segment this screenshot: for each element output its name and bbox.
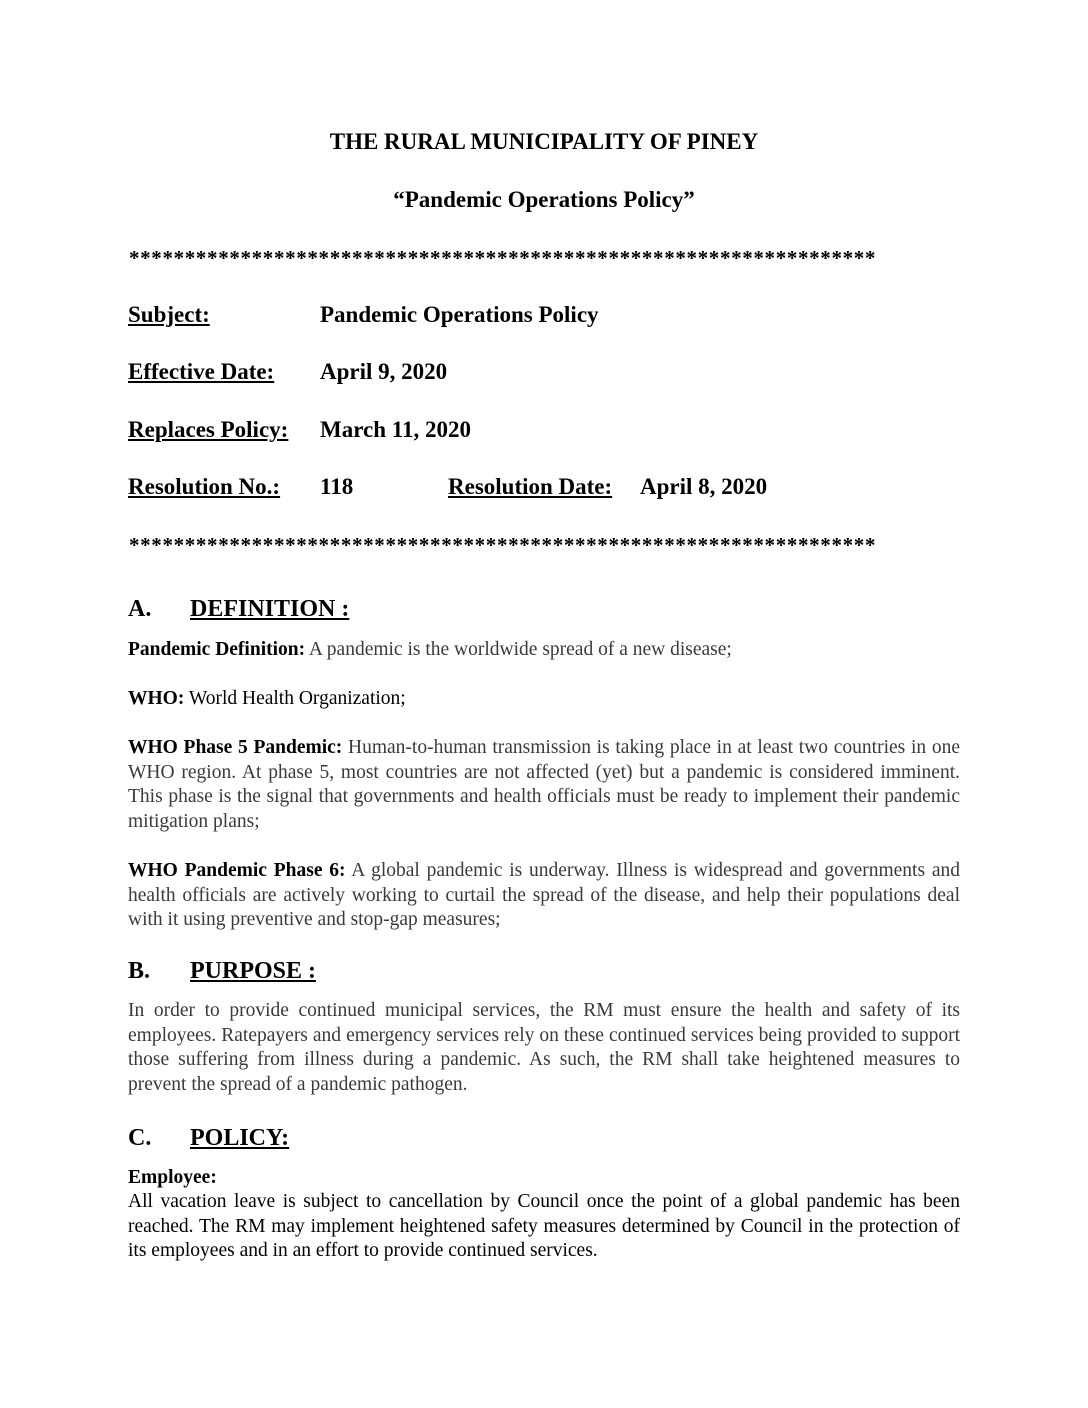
employee-para: All vacation leave is subject to cancellation by Council once the point of a global pandemic has been reached. The RM may implement heightened safety measures determined by Council in the protection of its employees and in an effort to provide continued services. — [128, 1191, 960, 1261]
who-definition-para — [128, 687, 960, 712]
employee-subheading: Employee: — [128, 1167, 217, 1188]
who-term: WHO: — [128, 688, 185, 709]
replaces-policy-label: Replaces Policy: — [128, 417, 289, 442]
divider-top: ******************************************************************* — [129, 246, 877, 270]
resolution-no-value: 118 — [320, 474, 354, 499]
section-c-title: POLICY: — [190, 1125, 290, 1151]
phase6-term: WHO Pandemic Phase 6: — [128, 860, 346, 881]
who-text: World Health Organization; — [184, 688, 406, 709]
replaces-policy-value: March 11, 2020 — [320, 417, 471, 442]
purpose-para: In order to provide continued municipal services, the RM must ensure the health and safety of its employees. Ratepayers and emergency services rely on these continued services being provided to support those suffering from illness during a pandemic. As such, the RM shall take heightened measures to prevent the spread of a pandemic pathogen. — [128, 1000, 960, 1095]
phase5-term: WHO Phase 5 Pandemic: — [128, 737, 343, 758]
section-b-heading — [128, 956, 316, 986]
divider-bottom: ******************************************************************* — [129, 533, 877, 557]
effective-date-value: April 9, 2020 — [320, 359, 448, 384]
org-title: THE RURAL MUNICIPALITY OF PINEY — [329, 129, 759, 154]
section-b-letter: B. — [128, 958, 151, 984]
section-c-letter: C. — [128, 1125, 152, 1151]
section-a-title: DEFINITION : — [190, 596, 350, 622]
pandemic-definition-para — [128, 638, 960, 663]
phase6-definition-para — [128, 859, 960, 933]
policy-title: “Pandemic Operations Policy” — [393, 187, 695, 212]
phase5-definition-para — [128, 736, 960, 834]
pandemic-definition-term: Pandemic Definition: — [128, 639, 306, 660]
resolution-date-value: April 8, 2020 — [640, 474, 768, 499]
effective-date-label: Effective Date: — [128, 359, 275, 384]
subject-value: Pandemic Operations Policy — [320, 302, 599, 327]
phase5-text: Human-to-human transmission is taking place in at least two countries in one WHO region. At phase 5, most countries are not affected (yet) but a pandemic is considered imminent. This phase is the signal that governments and health officials must be ready to implement their pandemic mitigation plans; — [128, 737, 960, 832]
resolution-date-label: Resolution Date: — [448, 474, 613, 499]
section-c-heading — [128, 1123, 289, 1153]
section-a-heading — [128, 594, 349, 624]
subject-label: Subject: — [128, 302, 210, 327]
section-a-letter: A. — [128, 596, 152, 622]
pandemic-definition-text: A pandemic is the worldwide spread of a new disease; — [305, 639, 732, 660]
resolution-no-label: Resolution No.: — [128, 474, 281, 499]
phase6-text: A global pandemic is underway. Illness is widespread and governments and health officials are actively working to curtail the spread of the disease, and help their populations deal with it using preventive and stop-gap measures; — [128, 860, 961, 930]
section-b-title: PURPOSE : — [190, 958, 316, 984]
